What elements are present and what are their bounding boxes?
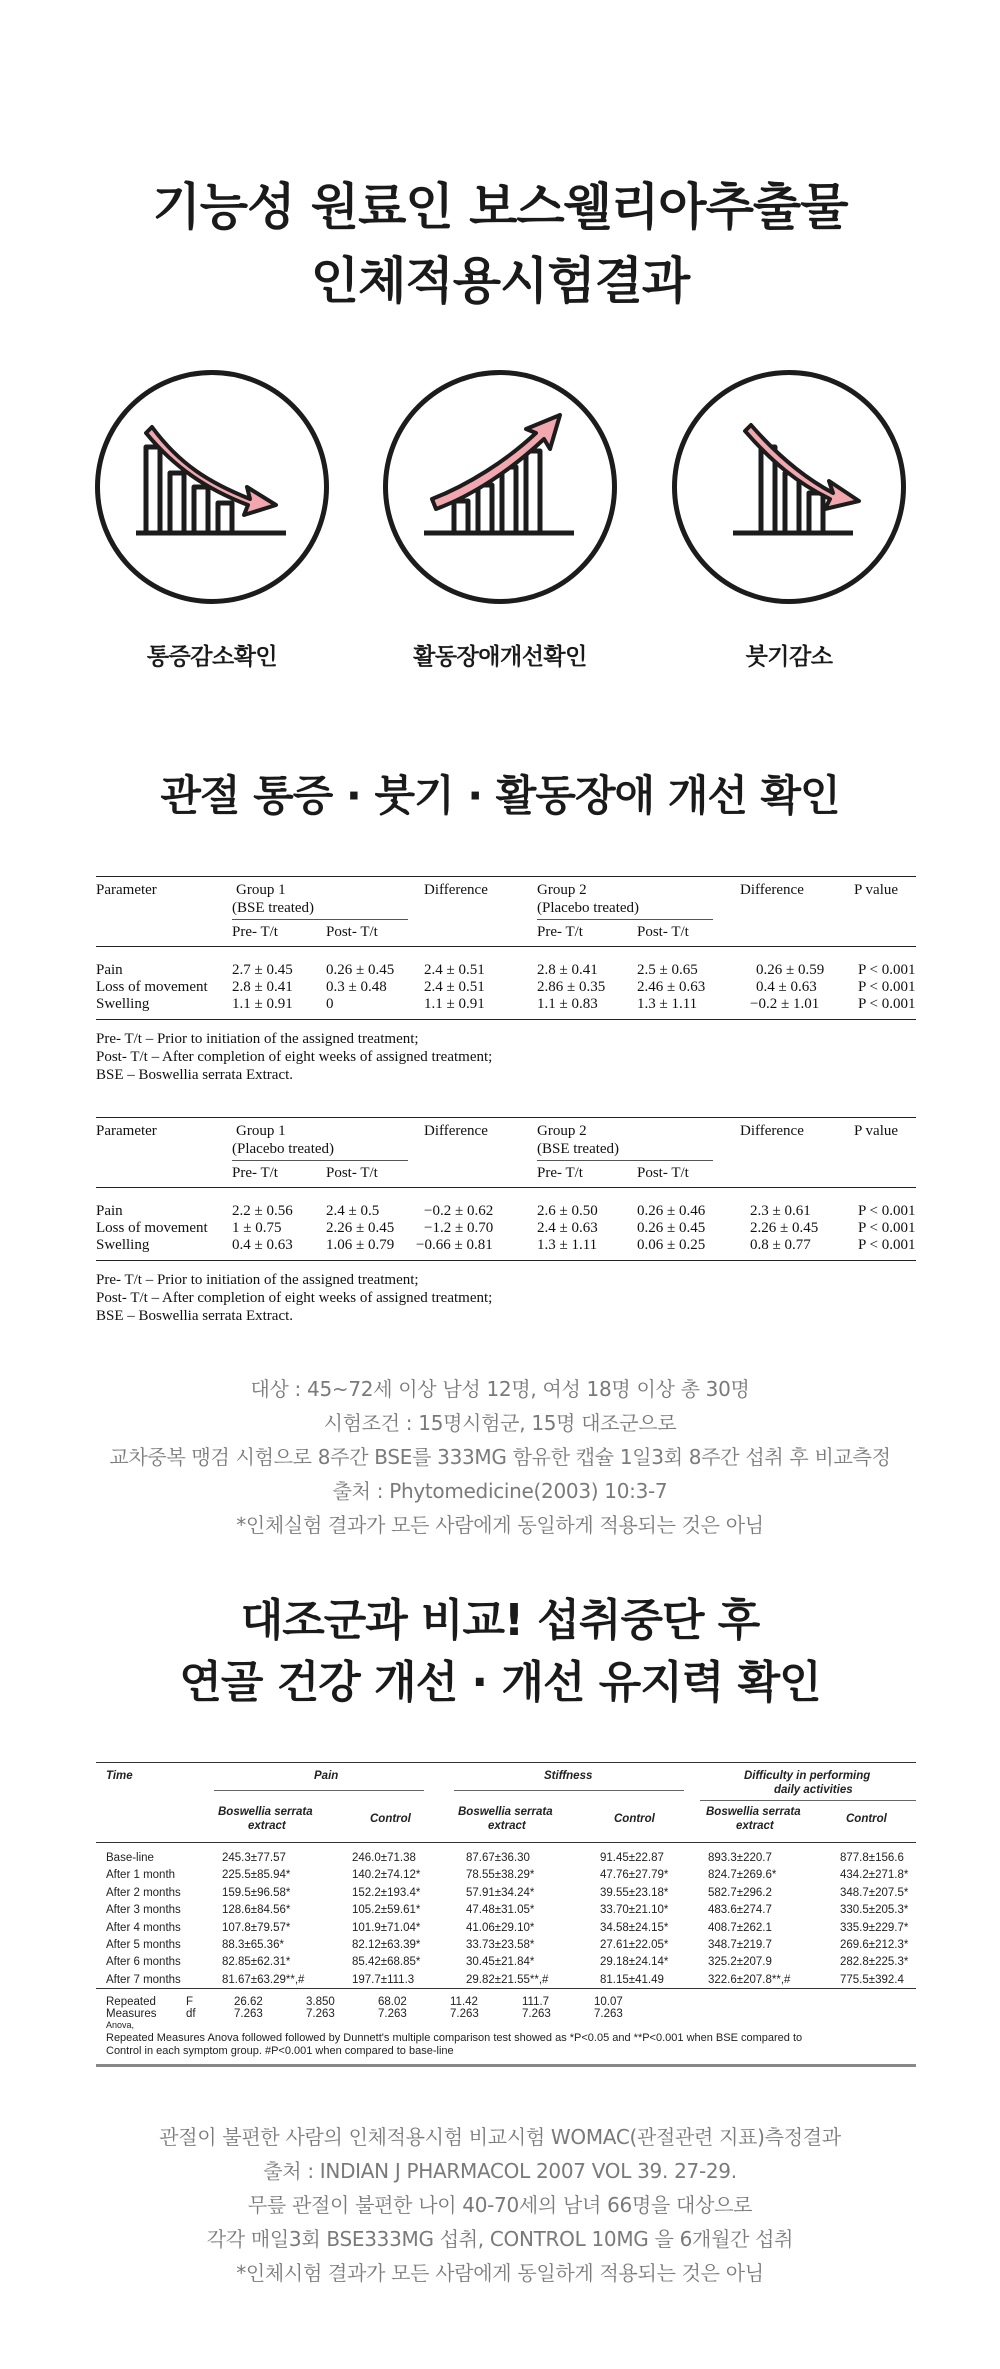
cell: 107.8±79.57*: [222, 1921, 291, 1934]
cell: 2.26 ± 0.45: [750, 1220, 819, 1236]
cell: 1.1 ± 0.83: [537, 996, 598, 1012]
cell: 0.4 ± 0.63: [756, 979, 817, 995]
page-title: [0, 170, 1000, 318]
col-group1-sub: (Placebo treated): [232, 1141, 335, 1157]
cell: 282.8±225.3*: [840, 1956, 909, 1969]
info-line: 교차중복 맹검 시험으로 8주간 BSE를 333MG 함유한 캡슐 1일3회 8주간 섭취 후 비교측정: [109, 1445, 891, 1469]
section2-title: [0, 1590, 1000, 1714]
cell: 33.73±23.58*: [466, 1939, 535, 1951]
cell: 877.8±156.6: [840, 1852, 904, 1864]
cell: P < 0.001: [858, 996, 916, 1012]
cell: 2.4 ± 0.51: [424, 979, 485, 995]
cell: 140.2±74.12*: [352, 1869, 421, 1882]
row-time: After 7 months: [106, 1973, 181, 1986]
col-post-2: Post- T/t: [637, 924, 689, 940]
cell: 88.3±65.36*: [222, 1939, 284, 1951]
study-table-1: [96, 876, 916, 1086]
uptrend-chart-icon: [383, 370, 617, 604]
study-info-2: [0, 2120, 1000, 2290]
row-param: Pain: [96, 962, 123, 978]
cell: 2.3 ± 0.61: [750, 1203, 811, 1219]
f-label: F: [186, 1996, 194, 2008]
note: BSE – Boswellia serrata Extract.: [96, 1308, 294, 1324]
col-pre: Pre- T/t: [232, 924, 278, 940]
note: Pre- T/t – Prior to initiation of the assigned treatment;: [96, 1031, 419, 1047]
f-value: 10.07: [594, 1996, 623, 2008]
cell: 30.45±21.84*: [466, 1956, 535, 1969]
info-line: 각각 매일3회 BSE333MG 섭취, CONTROL 10MG 을 6개월간 섭취: [206, 2227, 794, 2251]
cell: 91.45±22.87: [600, 1852, 664, 1864]
cell: 434.2±271.8*: [840, 1869, 909, 1882]
cell: 2.4 ± 0.63: [537, 1220, 598, 1236]
cell: 483.6±274.7: [708, 1904, 772, 1917]
cell: 1.1 ± 0.91: [424, 996, 485, 1012]
row-param: Loss of movement: [96, 1220, 208, 1236]
title-line-2: 인체적용시험결과: [310, 252, 690, 310]
note: Pre- T/t – Prior to initiation of the assigned treatment;: [96, 1272, 419, 1288]
cell: 0: [326, 996, 334, 1012]
cell: 2.8 ± 0.41: [537, 962, 598, 978]
benefit-icons: [0, 370, 1000, 670]
df-value: 7.263: [594, 2008, 623, 2020]
col-pvalue: P value: [854, 882, 899, 898]
col-control-diff: Control: [846, 1813, 887, 1825]
cell: 105.2±59.61*: [352, 1904, 421, 1917]
cell: 225.5±85.94*: [222, 1869, 291, 1882]
col-control-pain: Control: [370, 1813, 411, 1825]
row-param: Swelling: [96, 1237, 150, 1253]
cell: 0.8 ± 0.77: [750, 1237, 811, 1253]
col-post-2: Post- T/t: [637, 1165, 689, 1181]
col-bse-diff-2: extract: [736, 1820, 774, 1832]
cell: P < 0.001: [858, 962, 916, 978]
cell: 246.0±71.38: [352, 1852, 416, 1864]
col-pre-2: Pre- T/t: [537, 924, 583, 940]
cell: 330.5±205.3*: [840, 1904, 909, 1917]
col-difference-2: Difference: [740, 1123, 804, 1139]
col-parameter: Parameter: [96, 1123, 157, 1139]
f-value: 26.62: [234, 1996, 263, 2008]
df-value: 7.263: [522, 2008, 551, 2020]
df-value: 7.263: [306, 2008, 335, 2020]
info-line: 대상 : 45~72세 이상 남성 12명, 여성 18명 이상 총 30명: [250, 1377, 750, 1401]
col-pre-2: Pre- T/t: [537, 1165, 583, 1181]
col-stiffness: Stiffness: [544, 1770, 593, 1782]
col-difference: Difference: [424, 882, 488, 898]
cell: 81.15±41.49: [600, 1973, 664, 1986]
row-time: After 6 months: [106, 1956, 181, 1969]
downtrend-chart-icon: [95, 370, 329, 604]
cell: 57.91±34.24*: [466, 1886, 535, 1899]
info-line: 출처 : INDIAN J PHARMACOL 2007 VOL 39. 27-29.: [263, 2159, 737, 2183]
cell: 2.26 ± 0.45: [326, 1220, 395, 1236]
note: BSE – Boswellia serrata Extract.: [96, 1067, 294, 1083]
cell: 2.4 ± 0.5: [326, 1203, 380, 1219]
col-time: Time: [106, 1770, 133, 1782]
cell: 2.46 ± 0.63: [637, 979, 706, 995]
measures-label: Measures: [106, 2008, 157, 2020]
cell: 269.6±212.3*: [840, 1939, 909, 1951]
cell: 39.55±23.18*: [600, 1886, 669, 1899]
section2-title-line-2: 연골 건강 개선 · 개선 유지력 확인: [179, 1657, 821, 1708]
note: Post- T/t – After completion of eight weeks of assigned treatment;: [96, 1290, 493, 1306]
table1-notes: [96, 1031, 916, 1087]
repeated-label: Repeated: [106, 1996, 156, 2008]
row-time: After 2 months: [106, 1886, 181, 1899]
cell: 2.7 ± 0.45: [232, 962, 293, 978]
col-pvalue: P value: [854, 1123, 899, 1139]
cell: 85.42±68.85*: [352, 1956, 421, 1969]
col-bse-pain-2: extract: [248, 1820, 286, 1832]
cell: 0.06 ± 0.25: [637, 1237, 706, 1253]
cell: 128.6±84.56*: [222, 1904, 291, 1917]
cell: 27.61±22.05*: [600, 1939, 669, 1951]
cell: 2.4 ± 0.51: [424, 962, 485, 978]
cell: 82.12±63.39*: [352, 1939, 421, 1951]
row-time: After 5 months: [106, 1939, 181, 1951]
benefit-label-movement: 활동장애개선확인: [413, 644, 587, 670]
row-param: Pain: [96, 1203, 123, 1219]
cell: 325.2±207.9: [708, 1956, 772, 1969]
cell: P < 0.001: [858, 1237, 916, 1253]
info-line: 관절이 불편한 사람의 인체적용시험 비교시험 WOMAC(관절관련 지표)측정결과: [159, 2125, 841, 2149]
f-value: 11.42: [450, 1996, 478, 2008]
cell: 81.67±63.29**,#: [222, 1973, 305, 1986]
col-group1: Group 1: [236, 1123, 286, 1139]
section2-title-line-1: 대조군과 비교! 섭취중단 후: [240, 1595, 760, 1646]
cell: 408.7±262.1: [708, 1921, 772, 1934]
cell: 2.5 ± 0.65: [637, 962, 698, 978]
cell: 1.06 ± 0.79: [326, 1237, 395, 1253]
cell: 82.85±62.31*: [222, 1956, 291, 1969]
cell: 775.5±392.4: [840, 1973, 904, 1986]
col-group2-sub: (Placebo treated): [537, 900, 640, 916]
title-line-1: 기능성 원료인 보스웰리아추출물: [152, 178, 848, 236]
col-group2: Group 2: [537, 1123, 587, 1139]
cell: 245.3±77.57: [222, 1852, 286, 1864]
cell: −0.2 ± 0.62: [424, 1203, 494, 1219]
df-value: 7.263: [234, 2008, 263, 2020]
cell: 2.6 ± 0.50: [537, 1203, 598, 1219]
cell: −0.66 ± 0.81: [416, 1237, 493, 1253]
df-value: 7.263: [450, 2008, 479, 2020]
downtrend-chart-icon-2: [672, 370, 906, 604]
cell: 78.55±38.29*: [466, 1869, 535, 1882]
cell: 1 ± 0.75: [232, 1220, 282, 1236]
info-line: 무릎 관절이 불편한 나이 40-70세의 남녀 66명을 대상으로: [247, 2193, 753, 2217]
cell: 893.3±220.7: [708, 1852, 772, 1864]
cell: −1.2 ± 0.70: [424, 1220, 494, 1236]
cell: 47.48±31.05*: [466, 1904, 535, 1917]
col-bse-stiff-2: extract: [488, 1820, 526, 1832]
row-param: Swelling: [96, 996, 150, 1012]
info-line: 시험조건 : 15명시험군, 15명 대조군으로: [323, 1411, 677, 1435]
cell: 101.9±71.04*: [352, 1921, 421, 1934]
womac-table: [96, 1762, 916, 2084]
cell: P < 0.001: [858, 1220, 916, 1236]
cell: 0.26 ± 0.45: [637, 1220, 706, 1236]
cell: 29.18±24.14*: [600, 1956, 669, 1969]
footnote-2: Control in each symptom group. #P<0.001 when compared to base-line: [106, 2045, 454, 2057]
study-table-2: [96, 1117, 916, 1327]
anova-label: Anova,: [106, 2020, 135, 2030]
cell: 348.7±219.7: [708, 1939, 772, 1951]
df-value: 7.263: [378, 2008, 407, 2020]
cell: 41.06±29.10*: [466, 1921, 535, 1934]
table2-notes: [96, 1272, 916, 1328]
info-line: *인체시험 결과가 모든 사람에게 동일하게 적용되는 것은 아님: [236, 2261, 764, 2285]
col-post: Post- T/t: [326, 924, 378, 940]
col-difference-2: Difference: [740, 882, 804, 898]
cell: P < 0.001: [858, 1203, 916, 1219]
cell: 0.3 ± 0.48: [326, 979, 387, 995]
row-time: After 3 months: [106, 1904, 181, 1917]
cell: 824.7±269.6*: [708, 1869, 777, 1882]
col-pre: Pre- T/t: [232, 1165, 278, 1181]
col-bse-stiff: Boswellia serrata: [458, 1806, 553, 1818]
col-post: Post- T/t: [326, 1165, 378, 1181]
col-difficulty: Difficulty in performing: [744, 1770, 871, 1782]
footnote-1: Repeated Measures Anova followed followed by Dunnett's multiple comparison test showed as *P<0.05 and **P<0.001 when BSE compared to: [106, 2032, 803, 2044]
row-time: Base-line: [106, 1852, 154, 1864]
f-value: 68.02: [378, 1996, 407, 2008]
cell: 322.6±207.8**,#: [708, 1973, 791, 1986]
section1-title: 관절 통증 · 붓기 · 활동장애 개선 확인: [160, 771, 840, 820]
cell: 87.67±36.30: [466, 1852, 530, 1864]
col-control-stiff: Control: [614, 1813, 655, 1825]
cell: 335.9±229.7*: [840, 1921, 909, 1934]
col-bse-pain: Boswellia serrata: [218, 1806, 313, 1818]
row-time: After 1 month: [106, 1869, 176, 1882]
col-group2-sub: (BSE treated): [537, 1141, 620, 1157]
cell: 47.76±27.79*: [600, 1869, 669, 1882]
cell: 348.7±207.5*: [840, 1886, 909, 1899]
row-param: Loss of movement: [96, 979, 208, 995]
cell: 1.3 ± 1.11: [637, 996, 698, 1012]
col-difficulty-2: daily activities: [774, 1784, 853, 1796]
cell: 1.1 ± 0.91: [232, 996, 293, 1012]
cell: 34.58±24.15*: [600, 1921, 669, 1934]
cell: 33.70±21.10*: [600, 1904, 669, 1917]
cell: 197.7±111.3: [352, 1973, 415, 1986]
col-parameter: Parameter: [96, 882, 157, 898]
row-time: After 4 months: [106, 1921, 181, 1934]
col-bse-diff: Boswellia serrata: [706, 1806, 801, 1818]
cell: 2.2 ± 0.56: [232, 1203, 293, 1219]
df-label: df: [186, 2008, 196, 2020]
study-info-1: [0, 1372, 1000, 1542]
col-group1-sub: (BSE treated): [232, 900, 315, 916]
info-line: *인체실험 결과가 모든 사람에게 동일하게 적용되는 것은 아님: [236, 1513, 764, 1537]
note: Post- T/t – After completion of eight weeks of assigned treatment;: [96, 1049, 493, 1065]
col-pain: Pain: [314, 1770, 339, 1782]
cell: −0.2 ± 1.01: [750, 996, 820, 1012]
cell: P < 0.001: [858, 979, 916, 995]
col-group1: Group 1: [236, 882, 286, 898]
col-difference: Difference: [424, 1123, 488, 1139]
cell: 159.5±96.58*: [222, 1886, 291, 1899]
f-value: 3.850: [306, 1996, 335, 2008]
cell: 0.26 ± 0.46: [637, 1203, 706, 1219]
cell: 0.4 ± 0.63: [232, 1237, 293, 1253]
cell: 0.26 ± 0.59: [756, 962, 825, 978]
cell: 152.2±193.4*: [352, 1886, 421, 1899]
col-group2: Group 2: [537, 882, 587, 898]
cell: 2.86 ± 0.35: [537, 979, 606, 995]
cell: 1.3 ± 1.11: [537, 1237, 598, 1253]
f-value: 111.7: [522, 1996, 550, 2008]
info-line: 출처 : Phytomedicine(2003) 10:3-7: [332, 1479, 668, 1503]
cell: 2.8 ± 0.41: [232, 979, 293, 995]
cell: 582.7±296.2: [708, 1886, 772, 1899]
cell: 29.82±21.55**,#: [466, 1973, 549, 1986]
benefit-label-swelling: 붓기감소: [745, 644, 833, 670]
cell: 0.26 ± 0.45: [326, 962, 395, 978]
benefit-label-pain: 통증감소확인: [146, 644, 278, 670]
